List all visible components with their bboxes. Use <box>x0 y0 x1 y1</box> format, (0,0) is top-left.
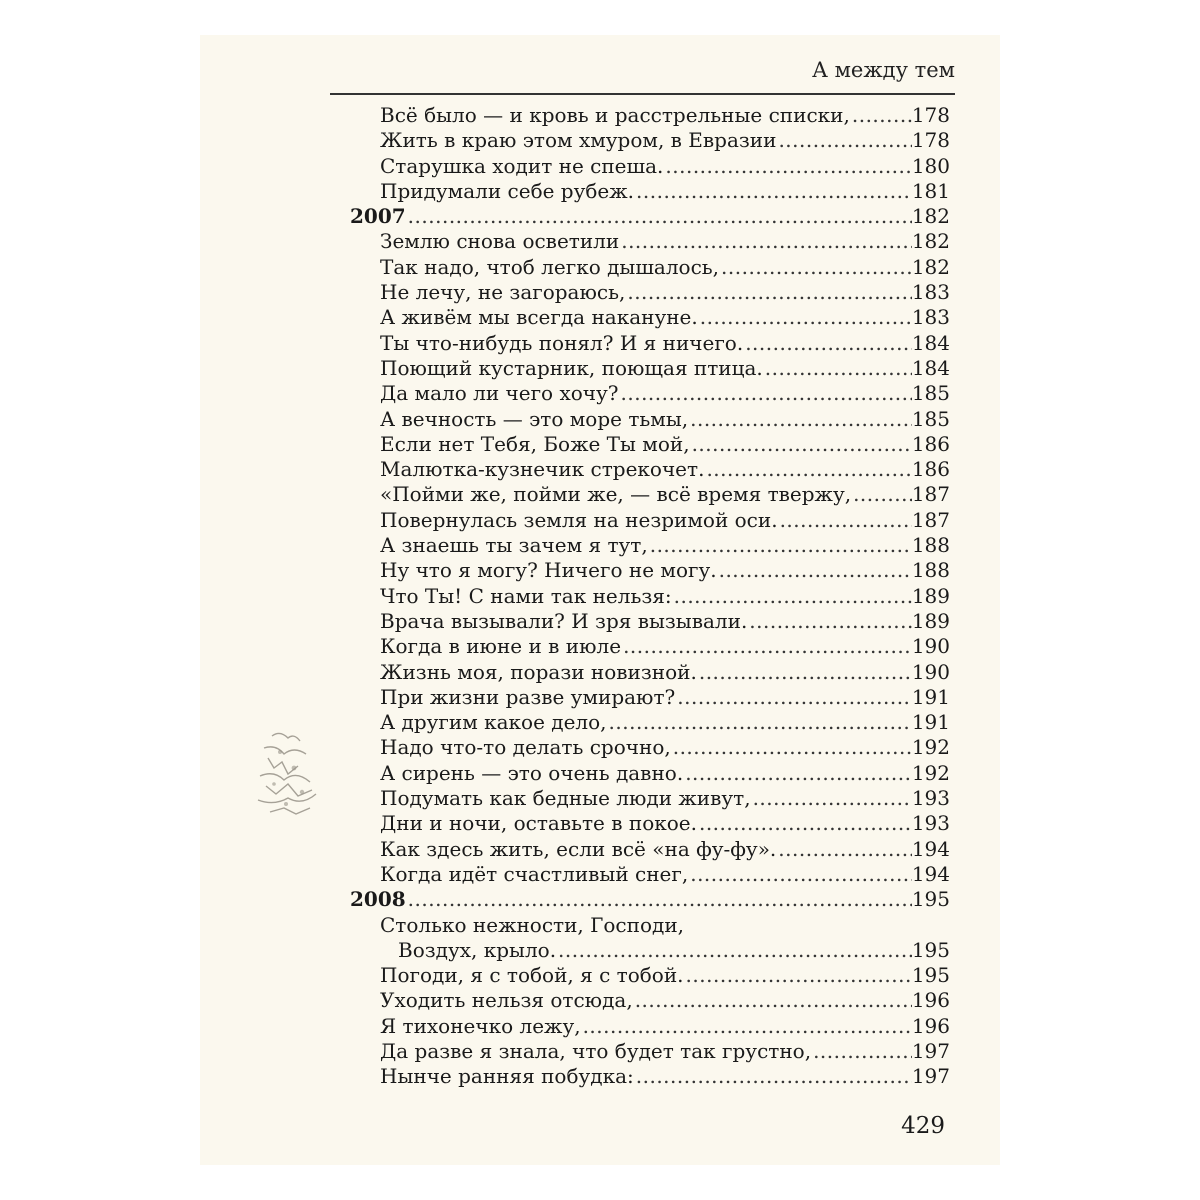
dot-leader <box>675 685 912 710</box>
toc-entry-title: Когда в июне и в июле <box>380 634 622 659</box>
toc-entry-page: 193 <box>911 786 950 811</box>
dot-leader <box>698 305 912 330</box>
toc-entry-page: 191 <box>911 710 950 735</box>
toc-entry <box>350 407 950 432</box>
toc-entry <box>350 229 950 254</box>
toc-entry-page: 184 <box>911 330 950 355</box>
toc-entry-title: А живём мы всегда накануне. <box>380 305 698 330</box>
toc-entry-page: 188 <box>911 533 950 558</box>
toc-entry-page: 195 <box>911 887 950 912</box>
dot-leader <box>688 407 912 432</box>
toc-entry-page: 197 <box>911 1064 950 1089</box>
toc-entry-page: 186 <box>911 431 950 456</box>
dot-leader <box>621 634 912 659</box>
dot-leader <box>688 862 912 887</box>
toc-entry <box>350 1014 950 1039</box>
toc-entry-title: Нынче ранняя побудка: <box>380 1064 634 1089</box>
dot-leader <box>763 356 912 381</box>
toc-entry-page: 194 <box>911 861 950 886</box>
toc-entry-title: 2007 <box>350 204 406 229</box>
toc-entry-page: 191 <box>911 684 950 709</box>
toc-entry-page: 196 <box>911 1013 950 1038</box>
toc-entry-page: 190 <box>911 659 950 684</box>
dot-leader <box>619 381 912 406</box>
dot-leader <box>776 837 912 862</box>
dot-leader <box>778 508 912 533</box>
toc-entry-title: При жизни разве умирают? <box>380 684 676 709</box>
running-header: А между тем <box>330 55 955 95</box>
toc-entry <box>350 280 950 305</box>
toc-entry <box>350 660 950 685</box>
toc-section-year <box>350 887 950 912</box>
toc-entry-title: «Пойми же, пойми же, — всё время твержу, <box>380 482 852 507</box>
library-stamp-mark <box>250 728 330 823</box>
toc-entry <box>350 154 950 179</box>
dot-leader <box>697 811 912 836</box>
toc-entry-page: 190 <box>911 634 950 659</box>
dot-leader <box>672 584 912 609</box>
toc-entry-page: 196 <box>911 988 950 1013</box>
toc-entry-page: 185 <box>911 406 950 431</box>
toc-entry <box>350 128 950 153</box>
toc-entry <box>350 179 950 204</box>
toc-entry-page: 197 <box>911 1038 950 1063</box>
toc-entry-page: 182 <box>911 229 950 254</box>
page-number: 429 <box>901 1113 945 1139</box>
dot-leader <box>684 963 912 988</box>
toc-entry <box>350 584 950 609</box>
toc-entry-title: Если нет Тебя, Боже Ты мой, <box>380 431 690 456</box>
toc-entry <box>350 558 950 583</box>
dot-leader <box>633 988 912 1013</box>
dot-leader <box>663 154 911 179</box>
dot-leader <box>625 280 911 305</box>
toc-entry-title: Дни и ночи, оставьте в покое. <box>380 811 697 836</box>
toc-entry <box>350 786 950 811</box>
dot-leader <box>406 887 912 912</box>
toc-entry <box>350 508 950 533</box>
toc-entry-page: 192 <box>911 735 950 760</box>
toc-entry-page: 189 <box>911 608 950 633</box>
toc-entry-title: Уходить нельзя отсюда, <box>380 988 633 1013</box>
dot-leader <box>747 609 912 634</box>
toc-entry <box>350 356 950 381</box>
toc-entry <box>350 482 950 507</box>
toc-entry <box>350 710 950 735</box>
toc-entry <box>350 761 950 786</box>
toc-entry <box>350 255 950 280</box>
toc-entry-title: Я тихонечко лежу, <box>380 1013 581 1038</box>
toc-entry <box>350 381 950 406</box>
table-of-contents <box>350 103 950 1090</box>
toc-entry-title: Надо что-то делать срочно, <box>380 735 671 760</box>
toc-entry <box>350 305 950 330</box>
toc-entry-title: Воздух, крыло. <box>398 937 557 962</box>
toc-entry-title: Жить в краю этом хмуром, в Евразии <box>380 128 777 153</box>
dot-leader <box>717 558 912 583</box>
toc-entry-page: 182 <box>911 254 950 279</box>
dot-leader <box>776 128 911 153</box>
toc-entry <box>350 533 950 558</box>
toc-entry-title: Погоди, я с тобой, я с тобой. <box>380 963 684 988</box>
toc-entry-title: Не лечу, не загораюсь, <box>380 280 626 305</box>
toc-entry <box>350 735 950 760</box>
toc-entry-title: Врача вызывали? И зря вызывали. <box>380 608 748 633</box>
toc-entry-page: 187 <box>911 507 950 532</box>
dot-leader <box>690 432 912 457</box>
dot-leader <box>648 533 912 558</box>
toc-entry <box>350 913 950 938</box>
dot-leader <box>671 735 912 760</box>
toc-entry-title: Всё было — и кровь и расстрельные списки, <box>380 103 850 127</box>
dot-leader <box>851 482 912 507</box>
toc-entry-page: 192 <box>911 760 950 785</box>
toc-entry-page: 195 <box>911 937 950 962</box>
toc-entry-title: Повернулась земля на незримой оси. <box>380 507 778 532</box>
toc-entry-page: 194 <box>911 836 950 861</box>
toc-entry-page: 178 <box>911 103 950 127</box>
toc-entry-title: Да мало ли чего хочу? <box>380 381 619 406</box>
toc-entry <box>350 862 950 887</box>
toc-entry <box>350 938 950 963</box>
toc-entry-title: Землю снова осветили <box>380 229 620 254</box>
toc-entry <box>350 103 950 128</box>
toc-entry-title: А знаешь ты зачем я тут, <box>380 533 648 558</box>
dot-leader <box>607 710 912 735</box>
dot-leader <box>556 938 912 963</box>
toc-entry-title: Так надо, чтоб легко дышалось, <box>380 254 720 279</box>
toc-entry-page: 184 <box>911 355 950 380</box>
dot-leader <box>406 204 912 229</box>
toc-entry-page: 180 <box>911 153 950 178</box>
toc-entry-title: Придумали себе рубеж. <box>380 178 635 203</box>
toc-entry-title: Ты что-нибудь понял? И я ничего. <box>380 330 744 355</box>
toc-entry-page: 186 <box>911 457 950 482</box>
toc-entry-page: 181 <box>911 178 950 203</box>
toc-entry-page: 187 <box>911 482 950 507</box>
toc-entry <box>350 988 950 1013</box>
toc-entry <box>350 1039 950 1064</box>
toc-entry <box>350 811 950 836</box>
toc-entry-title: Столько нежности, Господи, <box>380 912 685 937</box>
toc-entry <box>350 1064 950 1089</box>
toc-entry <box>350 634 950 659</box>
toc-entry-title: А вечность — это море тьмы, <box>380 406 689 431</box>
toc-entry-page: 182 <box>911 204 950 229</box>
toc-entry-page: 188 <box>911 558 950 583</box>
toc-entry-title: Подумать как бедные люди живут, <box>380 786 751 811</box>
dot-leader <box>811 1039 912 1064</box>
toc-entry-title: Жизнь моя, порази новизной. <box>380 659 697 684</box>
dot-leader <box>634 1064 912 1089</box>
toc-entry-page: 183 <box>911 305 950 330</box>
toc-entry-page: 183 <box>911 280 950 305</box>
toc-entry-title: Когда идёт счастливый снег, <box>380 861 689 886</box>
toc-entry-title: Поющий кустарник, поющая птица. <box>380 355 763 380</box>
toc-entry-title: Малютка-кузнечик стрекочет. <box>380 457 705 482</box>
toc-entry-title: Как здесь жить, если всё «на фу-фу». <box>380 836 777 861</box>
dot-leader <box>743 331 912 356</box>
dot-leader <box>719 255 912 280</box>
dot-leader <box>751 786 912 811</box>
dot-leader <box>697 660 912 685</box>
toc-entry-page: 185 <box>911 381 950 406</box>
toc-entry-title: А сирень — это очень давно. <box>380 760 684 785</box>
toc-entry-page: 195 <box>911 963 950 988</box>
toc-entry-title: Старушка ходит не спеша. <box>380 153 664 178</box>
toc-entry-title: Да разве я знала, что будет так грустно, <box>380 1038 812 1063</box>
toc-entry-title: Что Ты! С нами так нельзя: <box>380 583 672 608</box>
dot-leader <box>704 457 911 482</box>
toc-entry-title: 2008 <box>350 887 406 912</box>
toc-entry <box>350 685 950 710</box>
dot-leader <box>683 761 912 786</box>
toc-entry <box>350 331 950 356</box>
toc-entry <box>350 837 950 862</box>
dot-leader <box>634 179 912 204</box>
toc-entry <box>350 457 950 482</box>
toc-entry-page: 178 <box>911 128 950 153</box>
toc-entry <box>350 963 950 988</box>
toc-entry-page: 189 <box>911 583 950 608</box>
toc-section-year <box>350 204 950 229</box>
toc-entry-title: Ну что я могу? Ничего не могу. <box>380 558 717 583</box>
toc-entry <box>350 609 950 634</box>
dot-leader <box>619 229 912 254</box>
toc-entry-page: 193 <box>911 811 950 836</box>
toc-entry-title: А другим какое дело, <box>380 710 607 735</box>
dot-leader <box>850 103 912 128</box>
dot-leader <box>581 1014 912 1039</box>
toc-entry <box>350 432 950 457</box>
book-page <box>200 35 1000 1165</box>
